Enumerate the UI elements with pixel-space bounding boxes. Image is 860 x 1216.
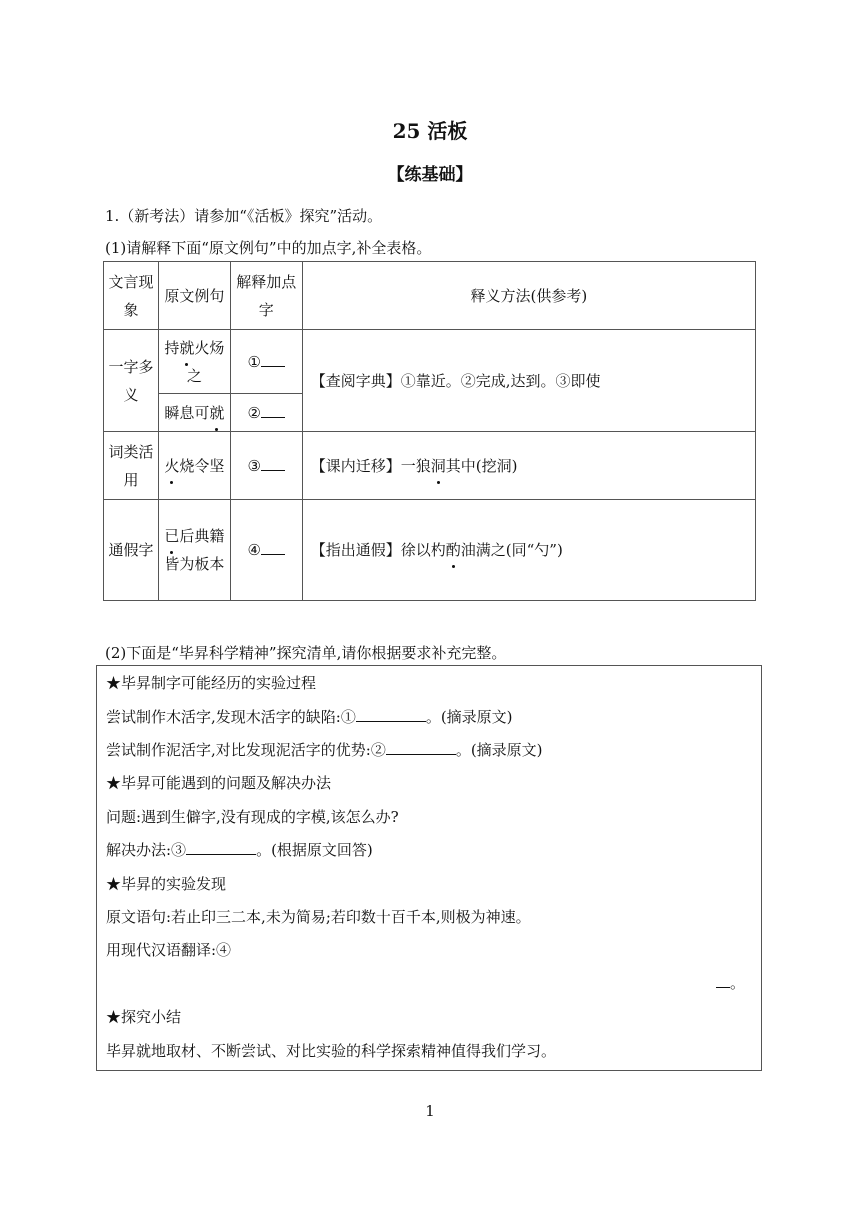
- page-number: 1: [425, 1102, 435, 1120]
- question-1-sub1: (1)请解释下面“原文例句”中的加点字,补全表格。: [105, 239, 432, 257]
- line-problem: 问题:遇到生僻字,没有现成的字模,该怎么办?: [106, 808, 399, 826]
- header-cell: 解释加点字: [230, 262, 302, 330]
- table-row: [104, 330, 756, 394]
- header-cell: 文言现象: [104, 262, 159, 330]
- page-title: 25 活板: [392, 119, 468, 143]
- dotted-char: 酌: [446, 536, 461, 564]
- dotted-char: 就: [209, 399, 224, 427]
- dotted-char: 洞: [431, 452, 446, 480]
- answer-blank[interactable]: [261, 540, 285, 555]
- section-heading-problem: ★毕昇可能遇到的问题及解决办法: [106, 774, 332, 792]
- line-summary: 毕昇就地取材、不断尝试、对比实验的科学探索精神值得我们学习。: [106, 1042, 557, 1060]
- section-heading-summary: ★探究小结: [106, 1008, 182, 1026]
- answer-blank[interactable]: [386, 740, 456, 755]
- question-2-stem: (2)下面是“毕昇科学精神”探究清单,请你根据要求补充完整。: [105, 644, 507, 662]
- sentence-cell: 火烧令坚: [158, 432, 230, 500]
- dotted-char: 火: [164, 452, 179, 480]
- table-header-row: [104, 262, 756, 330]
- answer-blank[interactable]: [186, 840, 256, 855]
- answer-blank[interactable]: [356, 707, 426, 722]
- answer-blank-cell[interactable]: ②: [230, 394, 302, 432]
- answer-table: [103, 261, 756, 601]
- dotted-char: 就: [179, 334, 194, 362]
- header-cell: 释义方法(供参考): [302, 262, 755, 330]
- category-cell: 一字多义: [104, 330, 159, 432]
- sentence-cell: 持就火炀之: [158, 330, 230, 394]
- answer-blank[interactable]: [261, 352, 285, 367]
- sentence-cell: 已后典籍皆为板本: [158, 500, 230, 601]
- section-heading-discovery: ★毕昇的实验发现: [106, 875, 227, 893]
- method-cell: 【查阅字典】①靠近。②完成,达到。③即使: [302, 330, 755, 432]
- table-row: [104, 500, 756, 601]
- category-cell: 词类活用: [104, 432, 159, 500]
- category-cell: 通假字: [104, 500, 159, 601]
- answer-blank-cell[interactable]: ③: [230, 432, 302, 500]
- exploration-list-box: [96, 665, 762, 1071]
- translation-answer-end[interactable]: 。: [716, 972, 745, 993]
- line-translate: 用现代汉语翻译:④: [106, 941, 232, 959]
- line-clay-type: 尝试制作泥活字,对比发现泥活字的优势:② 。(摘录原文): [106, 741, 543, 759]
- question-1-stem: 1.（新考法）请参加“《活板》探究”活动。: [105, 207, 383, 225]
- sentence-cell: 瞬息可就: [158, 394, 230, 432]
- answer-blank[interactable]: [716, 975, 730, 988]
- method-cell: 【指出通假】徐以杓酌油满之(同“勺”): [302, 500, 755, 601]
- line-wood-type: 尝试制作木活字,发现木活字的缺陷:① 。(摘录原文): [106, 708, 513, 726]
- dotted-char: 已: [164, 522, 179, 550]
- line-original-sentence: 原文语句:若止印三二本,未为简易;若印数十百千本,则极为神速。: [106, 908, 531, 926]
- section-heading: 【练基础】: [387, 165, 473, 185]
- answer-blank-cell[interactable]: ④: [230, 500, 302, 601]
- section-heading-experiment: ★毕昇制字可能经历的实验过程: [106, 674, 317, 692]
- answer-blank[interactable]: [261, 403, 285, 418]
- answer-blank[interactable]: [261, 456, 285, 471]
- line-solution: 解决办法:③ 。(根据原文回答): [106, 841, 373, 859]
- method-cell: 【课内迁移】一狼洞其中(挖洞): [302, 432, 755, 500]
- table-row: [104, 432, 756, 500]
- answer-blank-cell[interactable]: ①: [230, 330, 302, 394]
- header-cell: 原文例句: [158, 262, 230, 330]
